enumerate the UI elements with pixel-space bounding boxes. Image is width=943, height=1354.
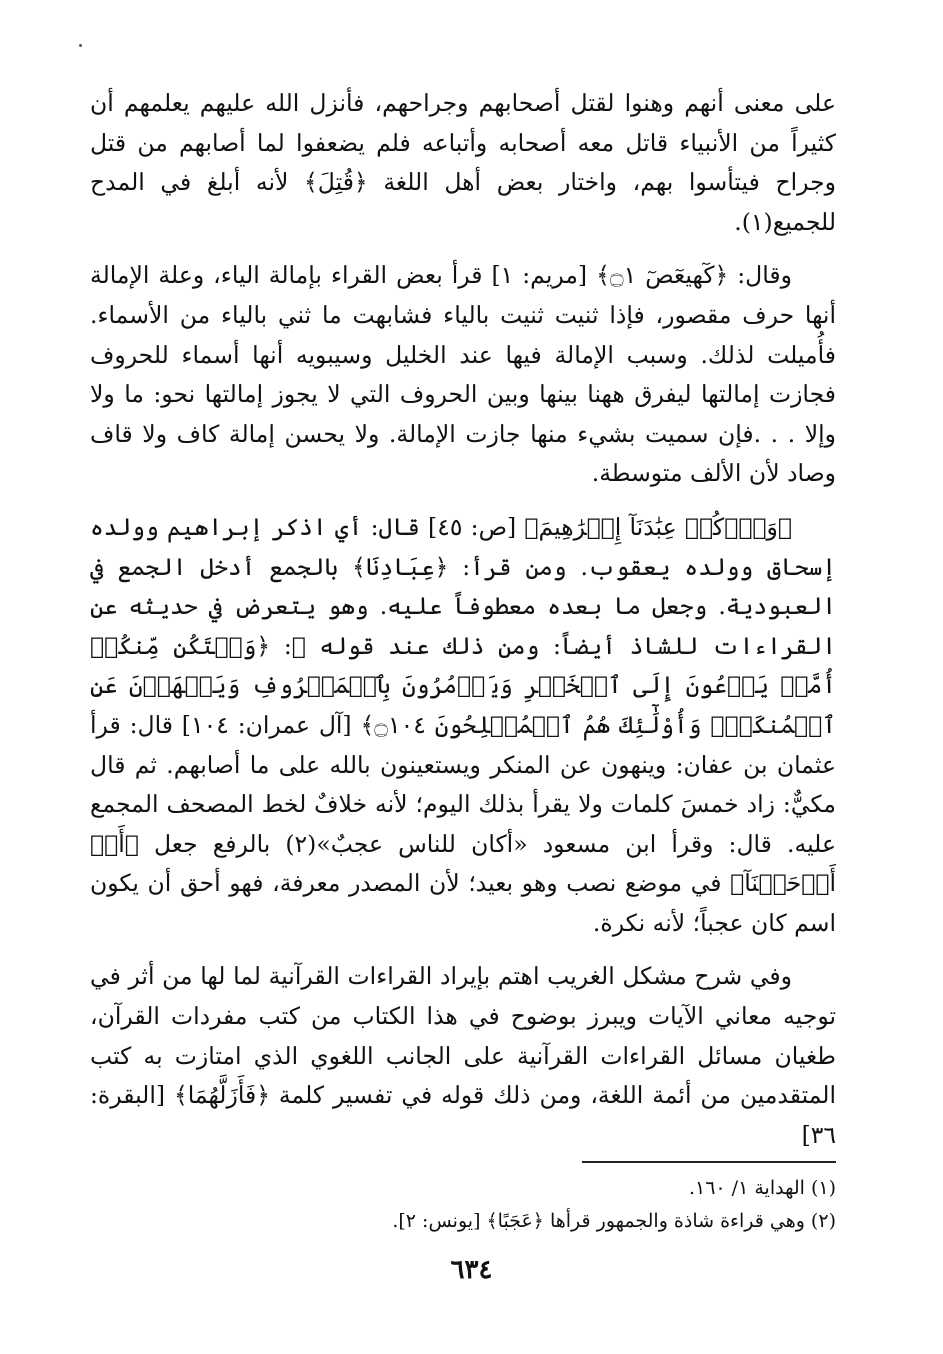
- paragraph-3: ﴿وَٱذۡكُرۡ عِبَٰدَنَآ إِبۡرَٰهِيمَ﴾ [ص: ٤٥] قال: أي اذكر إبراهيم وولده إسحاق وولده يعقوب. ومن قرأ: ﴿عِبَادِنَا﴾ بالجمع أدخل الجمع في العبودية. وجعل ما بعده معطوفاً عليه. وهو يتعرض في حديثه عن القراءات للشاذ أيضاً: ومن ذلك عند قوله ﷻ: ﴿وَلۡتَكُن مِّنكُمۡ أُمَّةٞ يَدۡعُونَ إِلَى ٱلۡخَيۡرِ وَيَأۡمُرُونَ بِٱلۡمَعۡرُوفِ وَيَنۡهَوۡنَ عَنِ ٱلۡمُنكَرِۚ وَأُوْلَٰٓئِكَ هُمُ ٱلۡمُفۡلِحُونَ ۝١٠٤﴾ [آل عمران: ١٠٤] قال: قرأ عثمان بن عفان: وينهون عن المنكر ويستعينون بالله على ما أصابهم. ثم قال مكيٌّ: زاد خمسَ كلمات ولا يقرأ بذلك اليوم؛ لأنه خلافٌ لخط المصحف المجمع عليه. قال: وقرأ ابن مسعود «أكان للناس عجبٌ»(٢) بالرفع جعل ﴿أَنۡ أَوۡحَيۡنَآ﴾ في موضع نصب وهو بعيد؛ لأن المصدر معرفة، فهو أحق أن يكون اسم كان عجباً؛ لأنه نكرة.: [90, 512, 837, 937]
- footnote-2: (٢) وهي قراءة شاذة والجمهور قرأها ﴿عَجَبًا﴾ [يونس: ٢].: [392, 1210, 836, 1232]
- paragraph-4: وفي شرح مشكل الغريب اهتم بإيراد القراءات القرآنية لما لها من أثر في توجيه معاني الآيات ويبرز بوضوح في هذا الكتاب من كتب مفردات القرآن، طغيان مسائل القراءات القرآنية على الجانب اللغوي الذي امتازت به كتب المتقدمين من أئمة اللغة، ومن ذلك قوله في تفسير كلمة ﴿فَأَزَلَّهُمَا﴾ [البقرة: ٣٦]: [90, 962, 836, 1149]
- footnote-separator: [582, 1161, 836, 1163]
- scan-speck: [79, 44, 82, 47]
- page-number: ٦٣٤: [450, 1255, 493, 1285]
- body-text: [90, 84, 836, 1169]
- footnote-1: (١) الهداية ١/ ١٦٠.: [688, 1177, 836, 1199]
- paragraph-2: وقال: ﴿كٓهيعٓصٓ ۝١﴾ [مريم: ١] قرأ بعض القراء بإمالة الياء، وعلة الإمالة أنها حرف مقصور، فإذا ثنيت ثنيت بالياء فشابهت ما ثني بالياء من الأسماء. فأُميلت لذلك. وسبب الإمالة فيها عند الخليل وسيبويه أنها أسماء للحروف فجازت إمالتها ليفرق ههنا بينها وبين الحروف التي لا يجوز إمالتها نحو: ما ولا وإلا . . .فإن سميت بشيء منها جازت الإمالة. ولا يحسن إمالة كاف ولا قاف وصاد لأن الألف متوسطة.: [90, 261, 836, 488]
- footnotes: [300, 1172, 836, 1238]
- paragraph-1: على معنى أنهم وهنوا لقتل أصحابهم وجراحهم، فأنزل الله عليهم يعلمهم أن كثيراً من الأنبياء قاتل معه أصحابه وأتباعه فلم يضعفوا لما أصابهم من قتل وجراح فيتأسوا بهم، واختار بعض أهل اللغة ﴿قُتِلَ﴾ لأنه أبلغ في المدح للجميع(١).: [90, 89, 836, 236]
